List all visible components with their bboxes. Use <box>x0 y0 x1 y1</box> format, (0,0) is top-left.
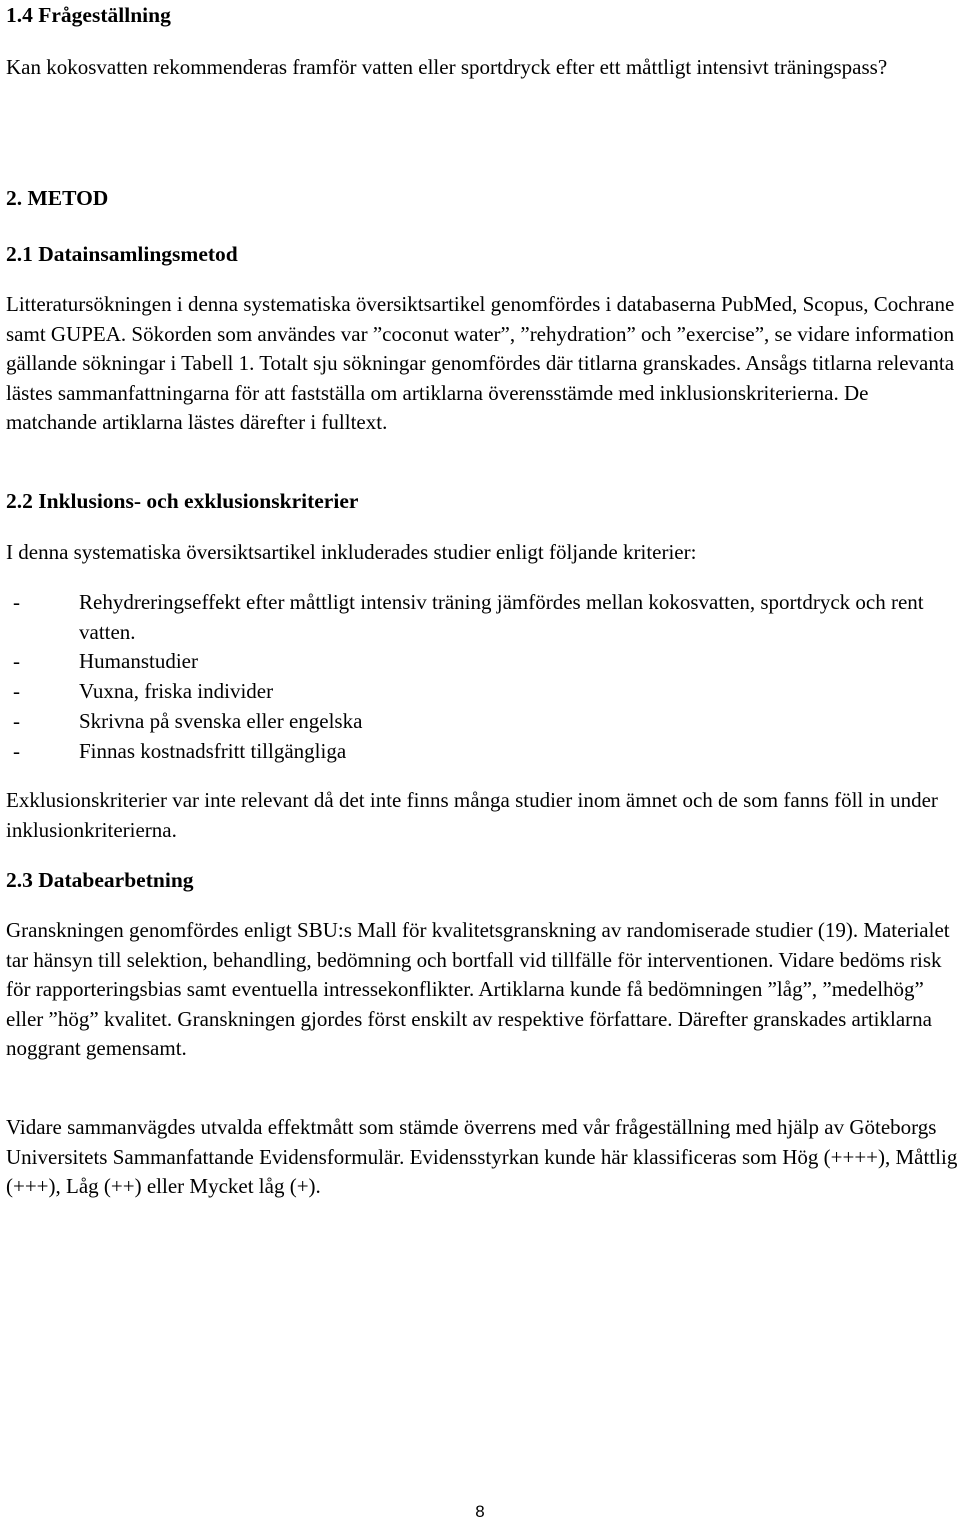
list-item-text: Skrivna på svenska eller engelska <box>79 708 363 733</box>
section-2-1-paragraph: Litteratursökningen i denna systematiska översiktsartikel genomfördes i databaserna PubMed, Scopus, Cochrane samt GUPEA. Sökorden som användes var ”coconut water”, ”rehydration” och ”exercise”, se vidare information gällande sökningar i Tabell 1. Totalt sju sökningar genomfördes där titlarna granskades. Ansågs titlarna relevanta lästes sammanfattningarna för att fastställa om artiklarna överensstämde med inklusionskriterierna. De matchande artiklarna lästes därefter i fulltext. <box>6 292 955 434</box>
section-1-4-heading: 1.4 Frågeställning <box>6 3 171 27</box>
list-item-text: Vuxna, friska individer <box>79 679 274 704</box>
exclusion-paragraph: Exklusionskriterier var inte relevant då det inte finns många studier inom ämnet och de som fanns föll in under inklusionkriterierna. <box>6 788 938 842</box>
section-2-1-heading: 2.1 Datainsamlingsmetod <box>6 242 238 266</box>
list-item <box>6 707 959 737</box>
section-2-heading: 2. METOD <box>6 186 109 210</box>
list-item <box>6 647 959 677</box>
list-item <box>6 737 959 767</box>
list-dash: - <box>13 679 20 704</box>
section-2-2-intro: I denna systematiska översiktsartikel inkluderades studier enligt följande kriterier: <box>6 540 697 564</box>
section-2-3-heading: 2.3 Databearbetning <box>6 868 194 892</box>
list-dash: - <box>13 590 20 614</box>
list-item <box>6 677 959 707</box>
list-item-text: Finnas kostnadsfritt tillgängliga <box>79 738 347 763</box>
page-number: 8 <box>475 1502 485 1521</box>
list-dash: - <box>13 649 20 674</box>
inclusion-criteria-list <box>6 588 959 766</box>
list-dash: - <box>13 708 20 733</box>
section-1-4-question: Kan kokosvatten rekommenderas framför vatten eller sportdryck efter ett måttligt intensivt träningspass? <box>6 55 888 79</box>
list-dash: - <box>13 738 20 763</box>
list-item-text: Humanstudier <box>79 649 198 674</box>
section-2-3-paragraph-2: Vidare sammanvägdes utvalda effektmått som stämde överrens med vår frågeställning med hjälp av Göteborgs Universitets Sammanfattande Evidensformulär. Evidensstyrkan kunde här klassificeras som Hög (++++), Måttlig (+++), Låg (++) eller Mycket låg (+). <box>6 1115 958 1198</box>
section-2-3-paragraph-1: Granskningen genomfördes enligt SBU:s Mall för kvalitetsgranskning av randomiserade studier (19). Materialet tar hänsyn till selektion, behandling, bedömning och bortfall vid tillfälle för interventionen. Vidare bedöms risk för rapporteringsbias samt eventuella intressekonflikter. Artiklarna kunde få bedömningen ”låg”, ”medelhög” eller ”hög” kvalitet. Granskningen gjordes först enskilt av respektive författare. Därefter granskades artiklarna noggrant gemensamt. <box>6 918 950 1060</box>
list-item <box>6 588 959 647</box>
section-2-2-heading: 2.2 Inklusions- och exklusionskriterier <box>6 489 359 513</box>
list-item-text: Rehydreringseffekt efter måttligt intensiv träning jämfördes mellan kokosvatten, sportdryck och rent vatten. <box>79 590 924 644</box>
